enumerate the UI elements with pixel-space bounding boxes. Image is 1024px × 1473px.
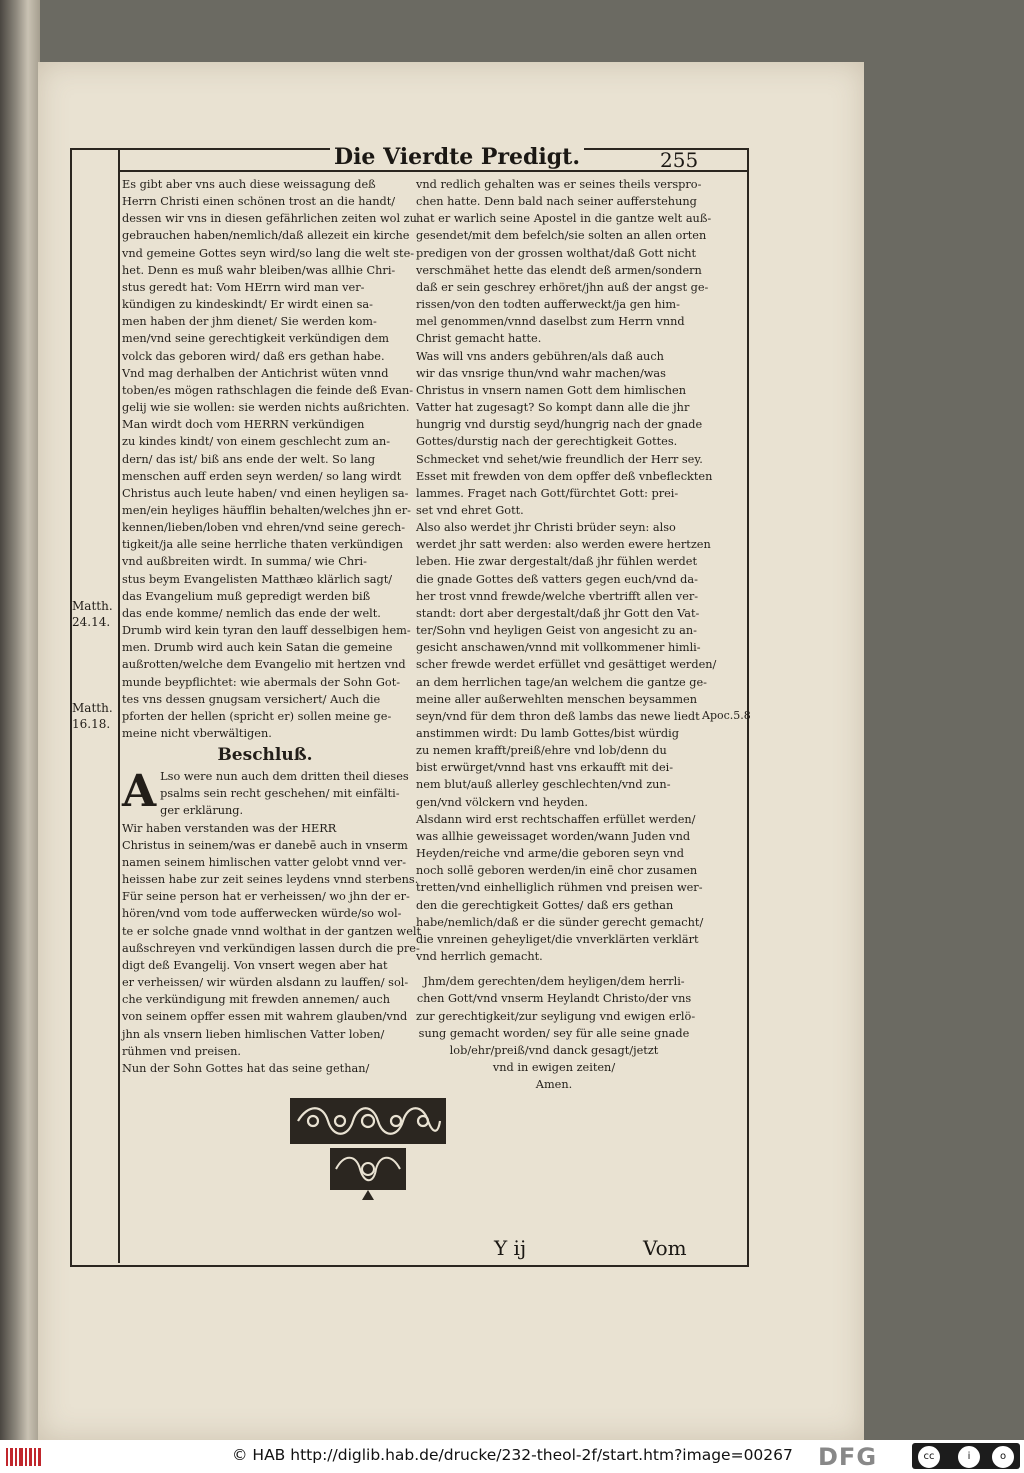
text-line: Was will vns anders gebühren/als daß auch [416, 349, 664, 363]
text-line: namen seinem himlischen vatter gelobt vnnd ver- [122, 855, 407, 869]
text-line: leben. Hie zwar dergestalt/daß jhr fühlen werdet [416, 555, 698, 569]
text-line: das ende komme/ nemlich das ende der welt. [122, 606, 381, 620]
text-line: Wir haben verstanden was der HERR [122, 821, 337, 835]
text-line: bist erwürget/vnnd hast vns erkaufft mit dei- [416, 761, 674, 775]
text-line: sung gemacht worden/ sey für alle seine gnade [418, 1026, 690, 1040]
dfg-logo[interactable]: DFG [818, 1443, 878, 1471]
margin-note [72, 700, 113, 732]
text-line: außrotten/welche dem Evangelio mit hertzen vnd [122, 658, 406, 672]
margin-note-line: Matth. [72, 701, 113, 715]
woodcut-ornament [288, 1096, 448, 1200]
text-line: hat er warlich seine Apostel in die gantze welt auß- [416, 212, 712, 226]
text-line: hören/vnd vom tode aufferwecken würde/so wol- [122, 907, 402, 921]
text-line: Jhm/dem gerechten/dem heyligen/dem herrli- [423, 975, 685, 989]
text-line: Es gibt aber vns auch diese weissagung deß [122, 178, 376, 191]
text-line: predigen von der grossen wolthat/daß Gott nicht [416, 246, 697, 260]
text-line: Alsdann wird erst rechtschaffen erfüllet werden/ [416, 812, 696, 826]
right-column [416, 176, 717, 1093]
text-line: men/vnd seine gerechtigkeit verkündigen dem [122, 332, 389, 346]
hab-barcode-logo-icon [6, 1446, 42, 1468]
text-line: stus geredt hat: Vom HErrn wird man ver- [122, 280, 365, 294]
text-line: Lso were nun auch dem dritten theil dieses [160, 770, 409, 784]
text-line: ger erklärung. [160, 804, 244, 818]
text-line: Christus in vnsern namen Gott dem himlischen [416, 383, 686, 397]
text-line: heissen habe zur zeit seines leydens vnnd sterbens. [122, 873, 419, 887]
text-line: Christus in seinem/was er danebē auch in vnserm [122, 838, 408, 852]
text-line: set vnd ehret Gott. [416, 503, 524, 517]
text-line: men/ein heyliges häufflin behalten/welches jhn er- [122, 503, 411, 517]
text-line: ter/Sohn vnd heyligen Geist von angesicht zu an- [416, 624, 697, 638]
text-line: an dem herrlichen tage/an welchem die gantze ge- [416, 675, 707, 689]
text-line: außschreyen vnd verkündigen lassen durch die pre- [122, 941, 420, 955]
right-column-body [416, 176, 717, 965]
text-line: lob/ehr/preiß/vnd danck gesagt/jetzt [449, 1043, 659, 1057]
text-line: die gnade Gottes deß vatters gegen euch/vnd da- [416, 572, 698, 586]
text-line: Gottes/durstig nach der gerechtigkeit Gottes. [416, 435, 678, 449]
text-line: tretten/vnd einhelliglich rühmen vnd preisen wer- [416, 881, 703, 895]
text-line: volck das geboren wird/ daß ers gethan habe. [122, 349, 385, 363]
header-rule [118, 170, 747, 172]
text-line: er verheissen/ wir würden alsdann zu lauffen/ sol- [122, 976, 409, 990]
text-line: Man wirdt doch vom HERRN verkündigen [122, 418, 365, 432]
text-line: mel genommen/vnnd daselbst zum Herrn vnnd [416, 315, 685, 329]
text-line: digt deß Evangelij. Von vnsert wegen aber hat [122, 958, 388, 972]
left-column [122, 176, 422, 1077]
text-line: vnd in ewigen zeiten/ [492, 1060, 616, 1074]
text-line: nem blut/auß allerley geschlechten/vnd zun- [416, 778, 671, 792]
text-line: kündigen zu kindeskindt/ Er wirdt einen sa- [122, 298, 373, 312]
doxology-block [416, 973, 696, 1093]
text-line: menschen auff erden seyn werden/ so lang wirdt [122, 469, 402, 483]
book-left-edge [0, 0, 40, 1440]
text-line: den die gerechtigkeit Gottes/ daß ers gethan [416, 898, 674, 912]
text-line: noch sollē geboren werden/in einē chor zusamen [416, 864, 698, 878]
text-line: Christus auch leute haben/ vnd einen heyligen sa- [122, 486, 409, 500]
text-line: lammes. Fraget nach Gott/fürchtet Gott: prei- [416, 486, 679, 500]
margin-note-line: 24.14. [72, 615, 111, 629]
left-column-body [122, 176, 417, 742]
copyright-link[interactable]: © HAB http://diglib.hab.de/drucke/232-theol-2f/start.htm?image=00267 [232, 1446, 793, 1464]
text-line: psalms sein recht geschehen/ mit einfälti- [160, 787, 400, 801]
text-line: Amen. [535, 1078, 573, 1092]
text-line: standt: dort aber dergestalt/daß jhr Gott den Vat- [416, 606, 700, 620]
text-line: was allhie geweissaget worden/wann Juden vnd [416, 829, 691, 843]
text-line: gebrauchen haben/nemlich/daß allezeit ein kirche [122, 229, 410, 243]
cc-license-badge[interactable] [912, 1443, 1020, 1469]
catchword: Vom [643, 1236, 687, 1260]
margin-note [702, 708, 751, 724]
attribution-icon: i [958, 1446, 980, 1468]
text-line: Drumb wird kein tyran den lauff desselbigen hem- [122, 624, 411, 638]
text-line: vnd außbreiten wirdt. In summa/ wie Chri- [122, 555, 367, 569]
text-line: scher frewde werdet erfüllet vnd gesättiget werden/ [416, 658, 717, 672]
text-line: tigkeit/ja alle seine herrliche thaten verkündigen [122, 538, 403, 552]
text-line: werdet jhr satt werden: also werden ewere hertzen [416, 538, 711, 552]
text-line: gesendet/mit dem befelch/sie solten an allen orten [416, 229, 707, 243]
text-line: die vnreinen geheyliget/die vnverklärten verklärt [416, 932, 699, 946]
margin-note-line: Apoc.5.8 [702, 709, 751, 722]
text-line: von seinem opffer essen mit wahrem glauben/vnd [122, 1010, 408, 1024]
text-line: daß er sein geschrey erhöret/jhn auß der angst ge- [416, 280, 709, 294]
text-line: dessen wir vns in diesen gefährlichen zeiten wol zu [122, 212, 417, 226]
text-line: rissen/von den todten aufferweckt/ja gen him- [416, 298, 680, 312]
text-line: gesicht anschawen/vnnd mit vollkommener himli- [416, 641, 701, 655]
share-alike-icon: o [992, 1446, 1014, 1468]
cc-icon: cc [918, 1446, 940, 1468]
text-line: Schmecket vnd sehet/wie freundlich der Herr sey. [416, 452, 703, 466]
signature-mark: Y ij [494, 1236, 527, 1260]
text-line: hungrig vnd durstig seyd/hungrig nach der gnade [416, 418, 703, 432]
text-line: Esset mit frewden von dem opffer deß vnbefleckten [416, 469, 713, 483]
text-line: Für seine person hat er verheissen/ wo jhn der er- [122, 890, 410, 904]
text-line: che verkündigung mit frewden annemen/ auch [122, 993, 391, 1007]
closing-paragraph [122, 766, 422, 1077]
text-line: zur gerechtigkeit/zur seyligung vnd ewigen erlö- [416, 1009, 696, 1023]
text-line: verschmähet hette das elendt deß armen/sondern [416, 263, 702, 277]
text-line: Vatter hat zugesagt? So kompt dann alle die jhr [416, 401, 690, 415]
text-line: chen Gott/vnd vnserm Heylandt Christo/der vns [416, 992, 692, 1006]
text-line: jhn als vnsern lieben himlischen Vatter loben/ [122, 1027, 385, 1041]
text-line: zu nemen krafft/preiß/ehre vnd lob/denn du [416, 744, 667, 758]
text-line: Christ gemacht hatte. [416, 332, 542, 346]
text-line: meine nicht vberwältigen. [122, 727, 272, 740]
text-line: Vnd mag derhalben der Antichrist wüten vnnd [122, 366, 389, 380]
text-line: rühmen vnd preisen. [122, 1044, 241, 1058]
margin-rule [118, 148, 120, 1263]
text-line: meine aller außerwehlten menschen beysammen [416, 692, 698, 706]
text-line: te er solche gnade vnnd wolthat in der gantzen welt [122, 924, 422, 938]
text-line: chen hatte. Denn bald nach seiner aufferstehung [416, 195, 697, 209]
text-line: Heyden/reiche vnd arme/die geboren seyn vnd [416, 847, 684, 861]
text-line: pforten der hellen (spricht er) sollen meine ge- [122, 709, 392, 723]
text-line: das Evangelium muß gepredigt werden biß [122, 589, 371, 603]
text-line: Herrn Christi einen schönen trost an die handt/ [122, 195, 396, 209]
text-line: het. Denn es muß wahr bleiben/was allhie Chri- [122, 263, 396, 277]
text-line: her trost vnnd frewde/welche vbertrifft allen ver- [416, 589, 699, 603]
text-line: munde beypflichtet: wie abermals der Sohn Got- [122, 675, 401, 689]
text-line: zu kindes kindt/ von einem geschlecht zum an- [122, 435, 391, 449]
text-line: Nun der Sohn Gottes hat das seine gethan/ [122, 1061, 370, 1075]
text-line: men. Drumb wird auch kein Satan die gemeine [122, 641, 393, 655]
margin-note-line: Matth. [72, 599, 113, 613]
text-line: kennen/lieben/loben vnd ehren/vnd seine gerech- [122, 521, 406, 535]
text-line: vnd redlich gehalten was er seines theils verspro- [416, 178, 702, 191]
text-line: vnd herrlich gemacht. [416, 950, 543, 964]
text-line: vnd gemeine Gottes seyn wird/so lang die welt ste- [122, 246, 415, 260]
closing-lines [122, 768, 422, 1077]
text-line: wir das vnsrige thun/vnd wahr machen/was [416, 366, 666, 380]
section-heading: Beschluß. [217, 745, 313, 766]
text-line: stus beym Evangelisten Matthæo klärlich sagt/ [122, 572, 393, 586]
viewer-footer [0, 1440, 1024, 1473]
text-line: gelij wie sie wollen: sie werden nichts außrichten. [122, 401, 410, 415]
page-number: 255 [660, 148, 699, 172]
text-line: dern/ das ist/ biß ans ende der welt. So lang [122, 452, 376, 466]
text-line: men haben der jhm dienet/ Sie werden kom- [122, 315, 377, 329]
text-line: toben/es mögen rathschlagen die feinde deß Evan- [122, 383, 414, 397]
text-line: tes vns dessen gnugsam versichert/ Auch die [122, 692, 381, 706]
margin-note-line: 16.18. [72, 717, 111, 731]
text-line: Also also werdet jhr Christi brüder seyn: also [416, 521, 676, 535]
text-line: habe/nemlich/daß er die sünder gerecht gemacht/ [416, 915, 704, 929]
text-line: anstimmen wirdt: Du lamb Gottes/bist würdig [416, 727, 679, 740]
drop-initial: A [122, 766, 157, 818]
running-head: Die Vierdte Predigt. [330, 144, 584, 170]
text-line: seyn/vnd für dem thron deß lambs das newe liedt [416, 709, 700, 723]
margin-note [72, 598, 113, 630]
text-line: gen/vnd völckern vnd heyden. [416, 795, 589, 809]
